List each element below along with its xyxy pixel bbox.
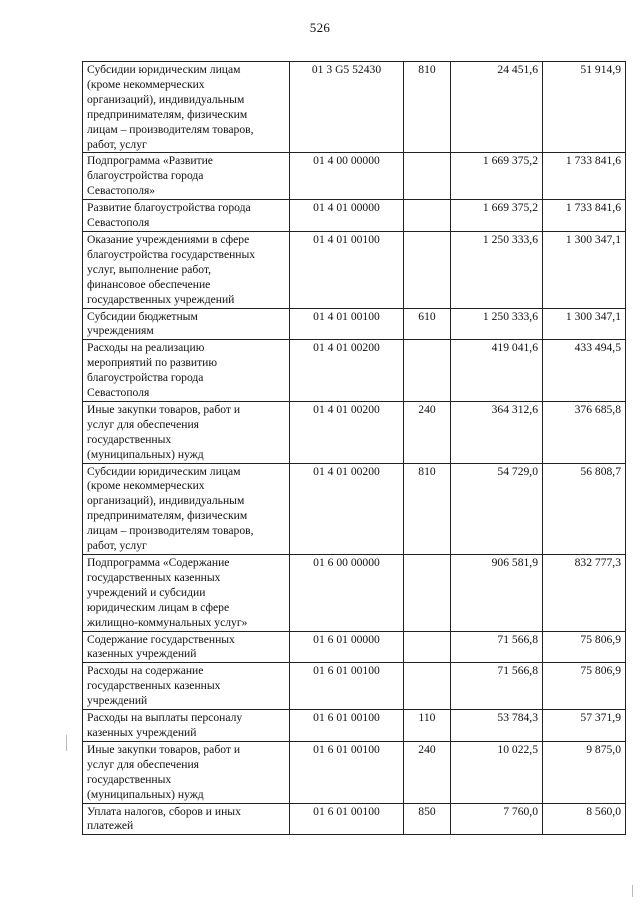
row-type-cell xyxy=(404,663,451,710)
row-name-line: Уплата налогов, сборов и иных xyxy=(87,804,241,818)
row-type-cell: 850 xyxy=(404,803,451,835)
table-row xyxy=(83,631,626,663)
row-name-line: Субсидии юридическим лицам xyxy=(87,63,241,76)
table-body xyxy=(83,62,626,835)
row-name-line: государственных учреждений xyxy=(87,292,235,306)
row-type-cell xyxy=(404,631,451,663)
row-name-line: Расходы на реализацию xyxy=(87,341,205,355)
row-type-cell: 240 xyxy=(404,741,451,803)
row-name-line: организаций), индивидуальным xyxy=(87,92,245,106)
row-code-cell: 01 6 01 00000 xyxy=(290,631,404,663)
row-value-2020-cell: 419 041,6 xyxy=(451,340,543,402)
row-value-2021-cell: 51 914,9 xyxy=(543,62,626,153)
row-name-line: (кроме некоммерческих xyxy=(87,77,205,91)
row-name-cell xyxy=(83,200,290,232)
row-name-cell xyxy=(83,231,290,308)
row-type-cell: 810 xyxy=(404,463,451,554)
row-name-cell xyxy=(83,631,290,663)
row-code-cell: 01 4 01 00200 xyxy=(290,401,404,463)
row-value-2021-cell: 9 875,0 xyxy=(543,741,626,803)
row-code-cell: 01 6 01 00100 xyxy=(290,663,404,710)
budget-table xyxy=(82,61,626,835)
row-name-line: благоустройства города xyxy=(87,371,204,385)
row-name-line: Севастополя» xyxy=(87,184,156,198)
table-row xyxy=(83,555,626,632)
row-name-line: организаций), индивидуальным xyxy=(87,494,245,508)
row-value-2021-cell: 56 808,7 xyxy=(543,463,626,554)
table-row xyxy=(83,463,626,554)
row-value-2020-cell: 24 451,6 xyxy=(451,62,543,153)
row-code-cell: 01 6 01 00100 xyxy=(290,741,404,803)
row-value-2020-cell: 1 669 375,2 xyxy=(451,153,543,200)
row-value-2021-cell: 1 733 841,6 xyxy=(543,200,626,232)
table-row xyxy=(83,401,626,463)
row-name-line: предпринимателям, физическим xyxy=(87,107,248,121)
scan-edge-mark xyxy=(632,885,633,897)
row-value-2020-cell: 71 566,8 xyxy=(451,631,543,663)
row-name-line: учреждений xyxy=(87,694,148,708)
row-name-cell xyxy=(83,153,290,200)
row-value-2020-cell: 1 669 375,2 xyxy=(451,200,543,232)
table-row xyxy=(83,308,626,340)
row-value-2021-cell: 376 685,8 xyxy=(543,401,626,463)
row-code-cell: 01 6 01 00100 xyxy=(290,803,404,835)
row-type-cell xyxy=(404,231,451,308)
row-value-2021-cell: 1 733 841,6 xyxy=(543,153,626,200)
table-row xyxy=(83,663,626,710)
row-name-line: работ, услуг xyxy=(87,539,147,553)
row-code-cell: 01 4 01 00200 xyxy=(290,463,404,554)
row-name-line: Субсидии юридическим лицам xyxy=(87,464,241,478)
row-name-line: учреждениям xyxy=(87,324,154,338)
row-name-cell xyxy=(83,803,290,835)
row-name-line: государственных казенных xyxy=(87,679,221,693)
row-type-cell: 110 xyxy=(404,710,451,742)
row-code-cell: 01 3 G5 52430 xyxy=(290,62,404,153)
row-value-2020-cell: 364 312,6 xyxy=(451,401,543,463)
row-name-line: благоустройства города xyxy=(87,169,204,183)
row-name-cell xyxy=(83,710,290,742)
row-name-line: Субсидии бюджетным xyxy=(87,309,198,323)
row-value-2020-cell: 53 784,3 xyxy=(451,710,543,742)
row-name-cell xyxy=(83,62,290,153)
row-name-line: (муниципальных) нужд xyxy=(87,787,204,801)
row-type-cell xyxy=(404,555,451,632)
row-name-line: государственных xyxy=(87,772,172,786)
row-type-cell xyxy=(404,340,451,402)
table-row xyxy=(83,200,626,232)
row-name-line: работ, услуг xyxy=(87,137,147,151)
row-name-cell xyxy=(83,741,290,803)
row-name-cell xyxy=(83,308,290,340)
row-name-line: предпринимателям, физическим xyxy=(87,509,248,523)
row-name-line: Расходы на выплаты персоналу xyxy=(87,711,243,725)
row-name-cell xyxy=(83,463,290,554)
row-name-line: Севастополя xyxy=(87,386,150,400)
row-code-cell: 01 4 01 00100 xyxy=(290,308,404,340)
table-row xyxy=(83,803,626,835)
row-name-cell xyxy=(83,401,290,463)
row-value-2021-cell: 57 371,9 xyxy=(543,710,626,742)
row-name-line: (муниципальных) нужд xyxy=(87,447,204,461)
table-row xyxy=(83,340,626,402)
table-row xyxy=(83,231,626,308)
row-name-line: государственных xyxy=(87,432,172,446)
row-code-cell: 01 6 01 00100 xyxy=(290,710,404,742)
row-value-2020-cell: 7 760,0 xyxy=(451,803,543,835)
row-name-line: казенных учреждений xyxy=(87,647,197,661)
row-name-cell xyxy=(83,340,290,402)
row-name-line: Содержание государственных xyxy=(87,632,235,646)
row-name-cell xyxy=(83,555,290,632)
table-row xyxy=(83,153,626,200)
row-code-cell: 01 4 01 00000 xyxy=(290,200,404,232)
row-code-cell: 01 6 00 00000 xyxy=(290,555,404,632)
row-name-line: Развитие благоустройства города xyxy=(87,201,251,215)
row-type-cell xyxy=(404,200,451,232)
table-row xyxy=(83,62,626,153)
row-type-cell: 610 xyxy=(404,308,451,340)
row-value-2020-cell: 71 566,8 xyxy=(451,663,543,710)
row-name-line: лицам – производителям товаров, xyxy=(87,122,254,136)
row-value-2020-cell: 1 250 333,6 xyxy=(451,308,543,340)
row-name-line: жилищно-коммунальных услуг» xyxy=(87,615,248,629)
row-type-cell xyxy=(404,153,451,200)
row-name-line: Иные закупки товаров, работ и xyxy=(87,742,241,756)
row-name-line: Севастополя xyxy=(87,216,150,230)
table-row xyxy=(83,710,626,742)
row-type-cell: 240 xyxy=(404,401,451,463)
row-name-line: мероприятий по развитию xyxy=(87,356,218,370)
row-value-2020-cell: 10 022,5 xyxy=(451,741,543,803)
row-value-2020-cell: 54 729,0 xyxy=(451,463,543,554)
row-name-line: Оказание учреждениями в сфере xyxy=(87,232,250,246)
row-value-2021-cell: 8 560,0 xyxy=(543,803,626,835)
row-name-line: (кроме некоммерческих xyxy=(87,479,205,493)
row-name-line: Иные закупки товаров, работ и xyxy=(87,402,241,416)
row-name-line: юридическим лицам в сфере xyxy=(87,600,230,614)
row-name-line: учреждений и субсидии xyxy=(87,585,206,599)
row-value-2021-cell: 1 300 347,1 xyxy=(543,308,626,340)
row-name-line: государственных казенных xyxy=(87,570,221,584)
scan-edge-mark xyxy=(66,735,67,751)
row-name-line: Подпрограмма «Развитие xyxy=(87,154,213,168)
row-value-2020-cell: 1 250 333,6 xyxy=(451,231,543,308)
row-code-cell: 01 4 01 00100 xyxy=(290,231,404,308)
row-code-cell: 01 4 01 00200 xyxy=(290,340,404,402)
row-name-line: финансовое обеспечение xyxy=(87,277,211,291)
row-code-cell: 01 4 00 00000 xyxy=(290,153,404,200)
row-type-cell: 810 xyxy=(404,62,451,153)
row-name-line: Подпрограмма «Содержание xyxy=(87,556,230,569)
row-name-line: услуг для обеспечения xyxy=(87,757,199,771)
row-value-2021-cell: 1 300 347,1 xyxy=(543,231,626,308)
row-value-2021-cell: 832 777,3 xyxy=(543,555,626,632)
row-name-line: услуг, выполнение работ, xyxy=(87,262,212,276)
row-name-cell xyxy=(83,663,290,710)
row-name-line: лицам – производителям товаров, xyxy=(87,524,254,538)
page-number: 526 xyxy=(309,20,331,35)
row-value-2021-cell: 75 806,9 xyxy=(543,631,626,663)
table-row xyxy=(83,741,626,803)
row-name-line: казенных учреждений xyxy=(87,725,197,739)
row-name-line: платежей xyxy=(87,819,134,833)
row-name-line: Расходы на содержание xyxy=(87,664,204,678)
row-name-line: услуг для обеспечения xyxy=(87,417,199,431)
row-value-2021-cell: 433 494,5 xyxy=(543,340,626,402)
row-value-2021-cell: 75 806,9 xyxy=(543,663,626,710)
row-value-2020-cell: 906 581,9 xyxy=(451,555,543,632)
row-name-line: благоустройства государственных xyxy=(87,247,256,261)
